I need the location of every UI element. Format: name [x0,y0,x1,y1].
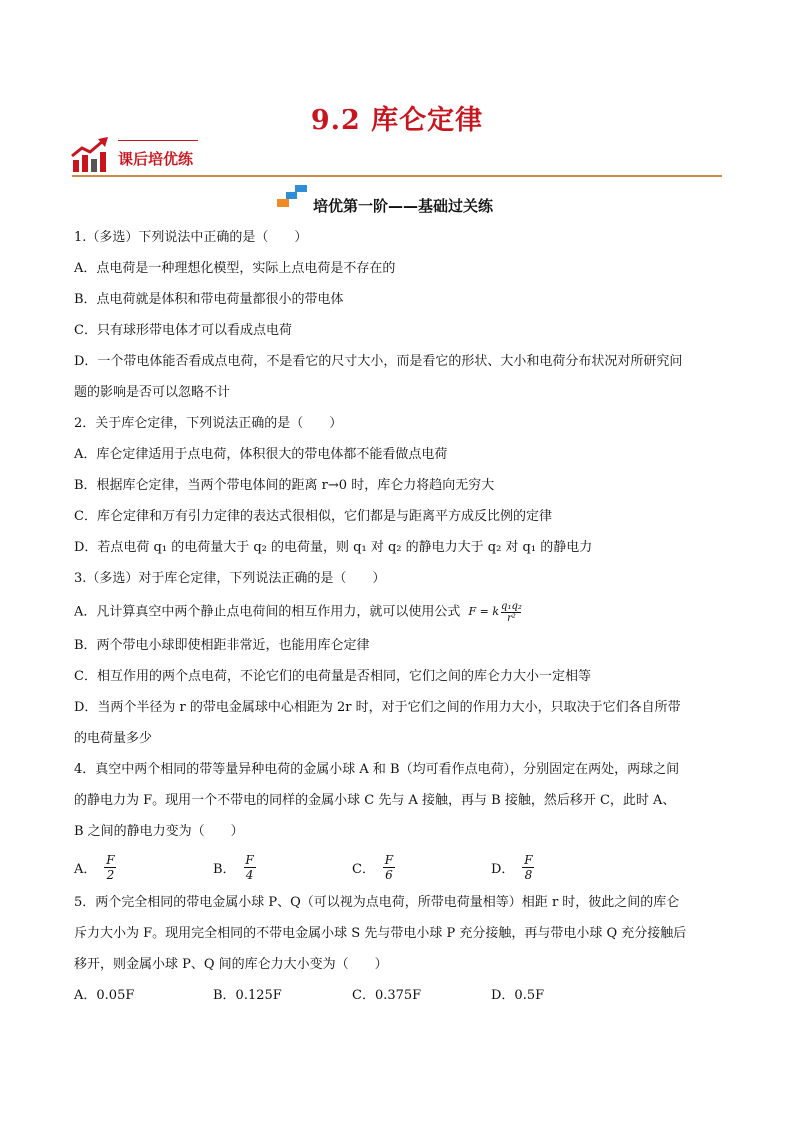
section-divider [72,175,722,177]
q4-stem-1: 4．真空中两个相同的带等量异种电荷的金属小球 A 和 B（均可看作点电荷），分别固定在两处，两球之间 [74,762,680,777]
q4-stem-3: B 之间的静电力变为（ ） [74,824,244,839]
section-label: 课后培优练 [118,150,194,168]
q4-stem-2: 的静电力为 F。现用一个不带电的同样的金属小球 C 先与 A 接触，再与 B 接触，然后移开 C，此时 A、 [74,793,676,808]
q3-stem: 3.（多选）对于库仑定律，下列说法正确的是（ ） [74,571,386,586]
q5-option-c: C．0.375F [352,988,422,1003]
option-fraction [104,853,116,882]
page-title: 9.2 库仑定律 [310,105,484,136]
fraction-numerator: F [245,852,254,867]
q5-option-b: B．0.125F [213,988,282,1003]
q4-option-b [213,853,352,882]
option-label: C． [352,861,375,877]
q4-option-d [491,853,630,882]
q3-option-a [74,594,724,630]
fraction-denominator: 6 [385,867,393,882]
q2-option-b: B．根据库仑定律，当两个带电体间的距离 r→0 时，库仑力将趋向无穷大 [74,478,495,493]
q5-stem-1: 5．两个完全相同的带电金属小球 P、Q（可以视为点电荷，所带电荷量相等）相距 r 时，彼此之间的库仑 [74,895,680,910]
q2-stem: 2．关于库仑定律，下列说法正确的是（ ） [74,416,343,431]
q3-option-c: C．相互作用的两个点电荷，不论它们的电荷量是否相同，它们之间的库仑力大小一定相等 [74,669,591,684]
q3-option-a-text: A．凡计算真空中两个静止点电荷间的相互作用力，就可以使用公式 [74,604,461,620]
q3-option-d-cont: 的电荷量多少 [74,731,153,746]
q3-option-d: D．当两个半径为 r 的带电金属球中心相距为 2r 时，对于它们之间的作用力大小，只取决于它们各自所带 [74,700,681,715]
q5-options [74,980,724,1011]
steps-icon [276,183,308,209]
fraction-denominator: 8 [524,867,533,882]
formula-denominator: r² [507,612,516,624]
q3-option-b: B．两个带电小球即使相距非常近，也能用库仑定律 [74,638,370,653]
formula-numerator: q₁q₂ [501,600,522,612]
q1-option-d-cont: 题的影响是否可以忽略不计 [74,385,231,400]
option-fraction [244,853,256,882]
subheading: 培优第一阶——基础过关练 [313,197,494,215]
q1-stem: 1.（多选）下列说法中正确的是（ ） [74,230,308,245]
fraction-numerator: F [384,852,394,867]
q1-option-d: D．一个带电体能否看成点电荷，不是看它的尺寸大小，而是看它的形状、大小和电荷分布状况对所研究问 [74,354,683,369]
q4-option-c [352,853,491,882]
fraction-numerator: F [106,852,115,867]
option-label: D． [491,861,515,877]
option-fraction [522,853,534,882]
q4-options [74,847,724,887]
q5-stem-2: 斥力大小为 F。现用完全相同的不带电金属小球 S 先与带电小球 P 充分接触，再与带电小球 Q 充分接触后 [74,926,687,941]
q2-option-d: D．若点电荷 q₁ 的电荷量大于 q₂ 的电荷量，则 q₁ 对 q₂ 的静电力大于 q₂ 对 q₁ 的静电力 [74,540,593,555]
q5-option-d: D．0.5F [491,988,545,1003]
chart-arrow-icon [70,136,110,174]
fraction-numerator: F [524,852,533,867]
q2-option-a: A．库仑定律适用于点电荷，体积很大的带电体都不能看做点电荷 [74,447,448,462]
option-label: A． [74,861,97,877]
formula-fraction [501,601,522,624]
fraction-denominator: 4 [245,867,254,882]
q5-stem-3: 移开，则金属小球 P、Q 间的库仑力大小变为（ ） [74,957,388,972]
q1-option-c: C．只有球形带电体才可以看成点电荷 [74,323,292,338]
question-list [74,222,724,1011]
formula-lhs: F = k [468,605,500,618]
coulomb-formula [469,594,522,630]
q1-option-a: A．点电荷是一种理想化模型，实际上点电荷是不存在的 [74,261,396,276]
fraction-denominator: 2 [106,867,115,882]
option-fraction [383,853,395,882]
section-top-rule [118,140,198,141]
q4-option-a [74,853,213,882]
q1-option-b: B．点电荷就是体积和带电荷量都很小的带电体 [74,292,344,307]
option-label: B． [213,861,236,877]
q2-option-c: C．库仑定律和万有引力定律的表达式很相似，它们都是与距离平方成反比例的定律 [74,509,552,524]
q5-option-a: A．0.05F [74,988,135,1003]
